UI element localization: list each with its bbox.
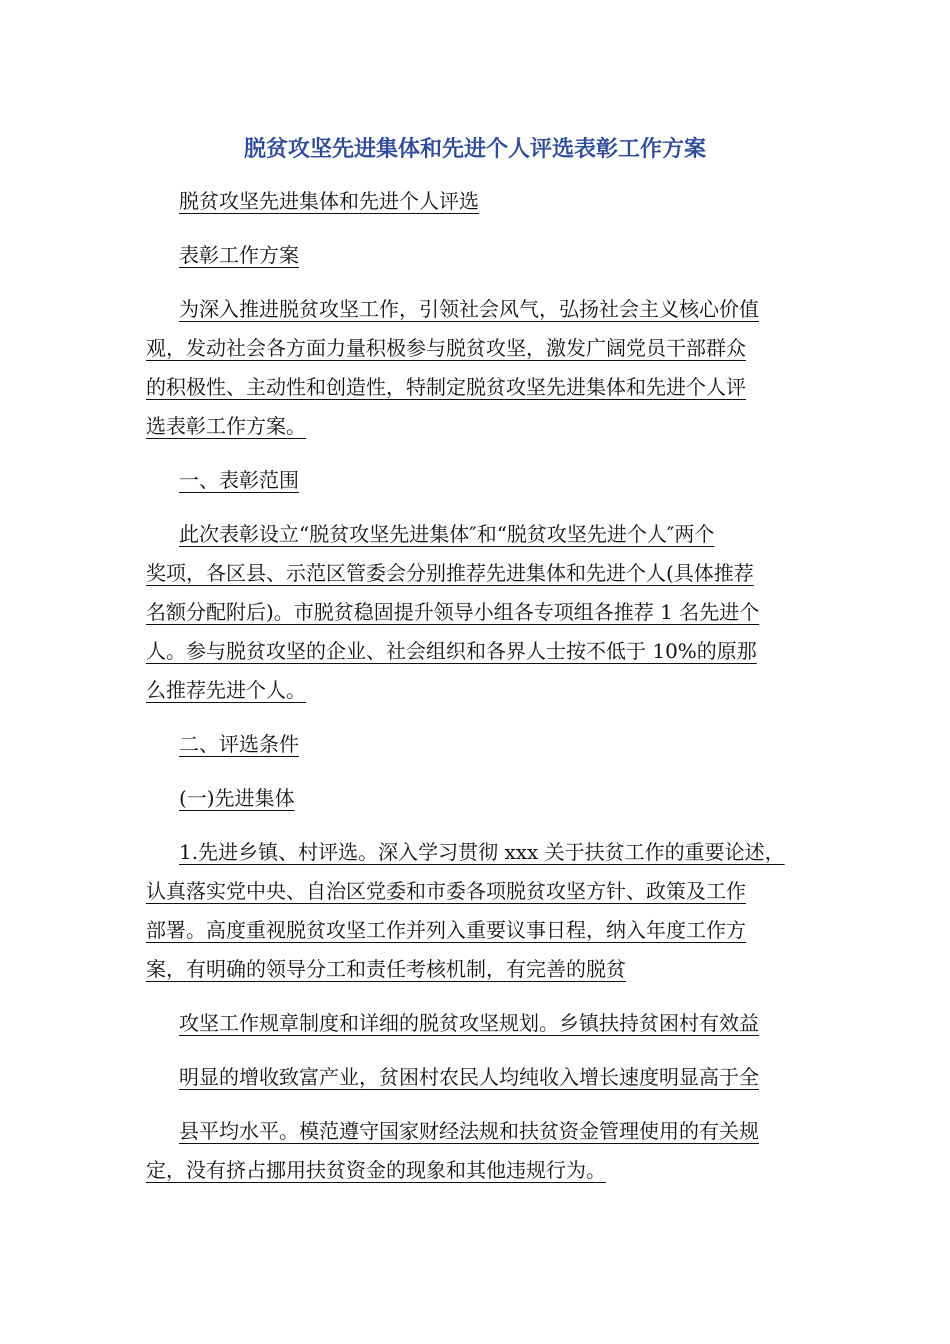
text-line: 脱贫攻坚先进集体和先进个人评选 — [179, 189, 479, 213]
text-line: 认真落实党中央、自治区党委和市委各项脱贫攻坚方针、政策及工作 — [146, 879, 746, 903]
text-line: 么推荐先进个人。 — [146, 678, 306, 702]
text-line: 观，发动社会各方面力量积极参与脱贫攻坚，激发广阔党员干部群众 — [146, 336, 746, 360]
text-line: 表彰工作方案 — [179, 243, 299, 267]
text-line: 明显的增收致富产业，贫困村农民人均纯收入增长速度明显高于全 — [179, 1065, 759, 1089]
text-line: 名额分配附后)。市脱贫稳固提升领导小组各专项组各推荐 1 名先进个 — [146, 600, 760, 624]
text-line: 定，没有挤占挪用扶贫资金的现象和其他违规行为。 — [146, 1158, 606, 1182]
text-line: 选表彰工作方案。 — [146, 414, 306, 438]
text-line: 县平均水平。模范遵守国家财经法规和扶贫资金管理使用的有关规 — [179, 1119, 759, 1143]
text-line: 的积极性、主动性和创造性，特制定脱贫攻坚先进集体和先进个人评 — [146, 375, 746, 399]
subsection-heading: (一)先进集体 — [179, 786, 295, 810]
text-line: 攻坚工作规章制度和详细的脱贫攻坚规划。乡镇扶持贫困村有效益 — [179, 1011, 759, 1035]
section-heading: 二、评选条件 — [179, 732, 299, 756]
document-title: 脱贫攻坚先进集体和先进个人评选表彰工作方案 — [243, 137, 706, 162]
text-line: 1.先进乡镇、村评选。深入学习贯彻 xxx 关于扶贫工作的重要论述， — [179, 840, 785, 864]
text-line: 奖项，各区县、示范区管委会分别推荐先进集体和先进个人(具体推荐 — [146, 561, 754, 585]
text-line: 为深入推进脱贫攻坚工作，引领社会风气，弘扬社会主义核心价值 — [179, 297, 759, 321]
text-line: 部署。高度重视脱贫攻坚工作并列入重要议事日程，纳入年度工作方 — [146, 918, 746, 942]
text-line: 案，有明确的领导分工和责任考核机制，有完善的脱贫 — [146, 957, 626, 981]
text-line: 此次表彰设立“脱贫攻坚先进集体″和“脱贫攻坚先进个人″两个 — [179, 522, 715, 546]
text-line: 人。参与脱贫攻坚的企业、社会组织和各界人士按不低于 10%的原那 — [146, 639, 757, 663]
section-heading: 一、表彰范围 — [179, 468, 299, 492]
